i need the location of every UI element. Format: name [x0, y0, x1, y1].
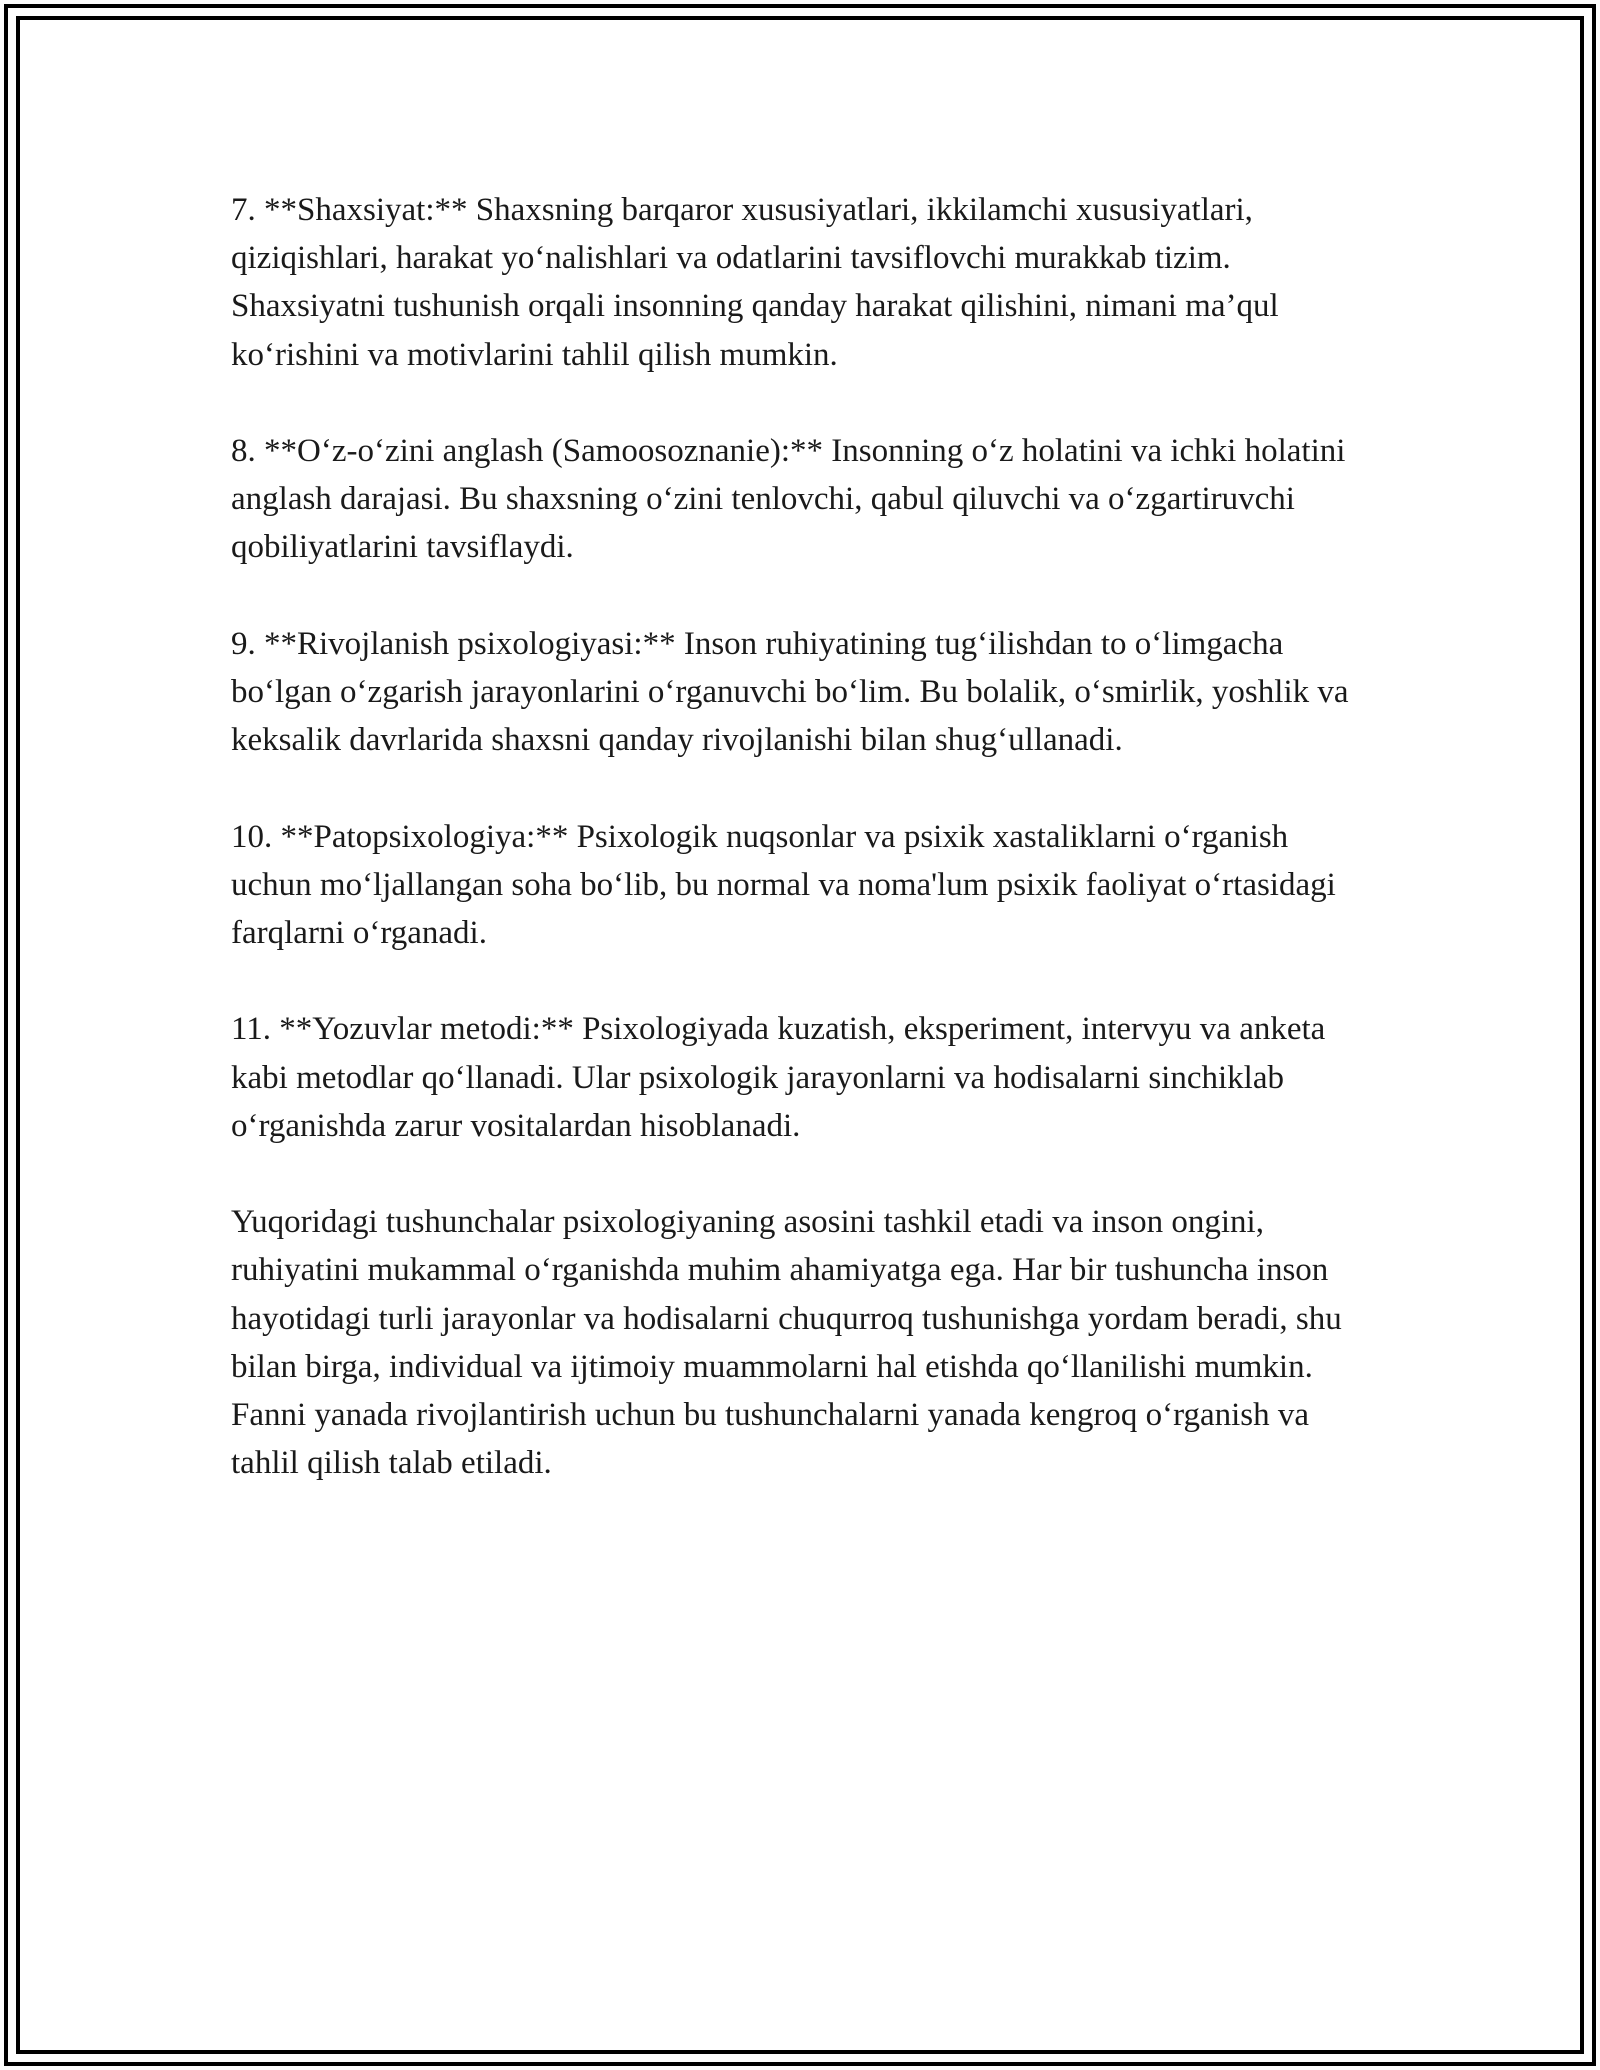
paragraph-item-10-patopsixologiya: 10. **Patopsixologiya:** Psixologik nuqsonlar va psixik xastaliklarni o‘rganish uchun mo‘ljallangan soha bo‘lib, bu normal va noma'lum psixik faoliyat o‘rtasidagi farqlarni o‘rganadi.: [231, 818, 1336, 951]
paragraph-item-11-yozuvlar-metodi: 11. **Yozuvlar metodi:** Psixologiyada kuzatish, eksperiment, intervyu va anketa kabi metodlar qo‘llanadi. Ular psixologik jarayonlarni va hodisalarni sinchiklab o‘rganishda zarur vositalardan hisoblanadi.: [231, 1011, 1326, 1144]
document-body: [231, 186, 1361, 1536]
paragraph-item-8-oz-ozini-anglash: 8. **O‘z-o‘zini anglash (Samoosoznanie):** Insonning o‘z holatini va ichki holatini anglash darajasi. Bu shaxsning o‘zini tenlovchi, qabul qiluvchi va o‘zgartiruvchi qobiliyatlarini tavsiflaydi.: [231, 433, 1346, 566]
paragraph-item-9-rivojlanish-psixologiyasi: 9. **Rivojlanish psixologiyasi:** Inson ruhiyatining tug‘ilishdan to o‘limgacha bo‘lgan o‘zgarish jarayonlarini o‘rganuvchi bo‘lim. Bu bolalik, o‘smirlik, yoshlik va keksalik davrlarida shaxsni qanday rivojlanishi bilan shug‘ullanadi.: [231, 625, 1349, 759]
paragraph-item-7-shaxsiyat: 7. **Shaxsiyat:** Shaxsning barqaror xususiyatlari, ikkilamchi xususiyatlari, qiziqishlari, harakat yo‘nalishlari va odatlarini tavsiflovchi murakkab tizim. Shaxsiyatni tushunish orqali insonning qanday harakat qilishini, nimani ma’qul ko‘rishini va motivlarini tahlil qilish mumkin.: [231, 192, 1279, 373]
paragraph-conclusion: Yuqoridagi tushunchalar psixologiyaning asosini tashkil etadi va inson ongini, ruhiyatini mukammal o‘rganishda muhim ahamiyatga ega. Har bir tushuncha inson hayotidagi turli jarayonlar va hodisalarni chuqurroq tushunishga yordam beradi, shu bilan birga, individual va ijtimoiy muammolarni hal etishda qo‘llanilishi mumkin. Fanni yanada rivojlantirish uchun bu tushunchalarni yanada kengroq o‘rganish va tahlil qilish talab etiladi.: [231, 1204, 1342, 1482]
